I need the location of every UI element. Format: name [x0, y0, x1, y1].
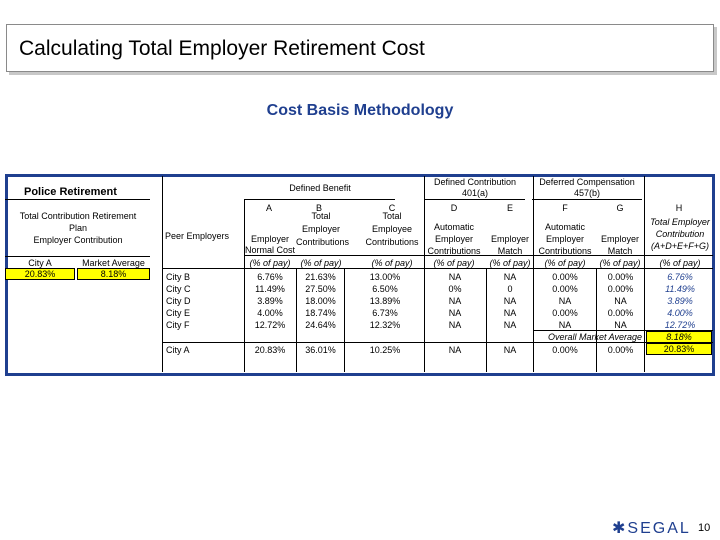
peer-employers-label: Peer Employers [165, 231, 230, 241]
unit-h: (% of pay) [659, 258, 701, 268]
cell-e: NA [503, 296, 517, 306]
header-f-line3: Contributions [538, 246, 592, 256]
cell-f: 0.00% [552, 308, 578, 318]
cell-a: 6.76% [257, 272, 283, 282]
unit-g: (% of pay) [599, 258, 641, 268]
cell-f: 0.00% [552, 345, 578, 355]
header-g-line2: Match [607, 246, 633, 256]
unit-a: (% of pay) [249, 258, 291, 268]
cell-b: 18.00% [305, 296, 336, 306]
cell-b: 21.63% [305, 272, 336, 282]
divider [5, 199, 150, 200]
asterisk-icon: ✱ [612, 520, 628, 537]
unit-f: (% of pay) [544, 258, 586, 268]
col-letter-g: G [616, 203, 624, 213]
header-d-line1: Automatic [433, 222, 475, 232]
cell-c: 13.89% [369, 296, 401, 306]
divider [245, 199, 395, 200]
cell-h: 6.76% [667, 272, 693, 282]
group-defined-benefit: Defined Benefit [289, 183, 351, 193]
cell-e: NA [503, 272, 517, 282]
header-b-line1: Total [311, 211, 331, 221]
header-h-line3: (A+D+E+F+G) [650, 241, 710, 251]
cell-a: 20.83% [254, 345, 286, 355]
group-457b: 457(b) [573, 188, 600, 198]
col-letter-b: B [315, 203, 322, 213]
cell-f: 0.00% [552, 284, 578, 294]
page-number: 10 [698, 522, 711, 534]
header-e-line1: Employer [490, 234, 529, 244]
cell-b: 36.01% [305, 345, 336, 355]
header-d-line3: Contributions [427, 246, 481, 256]
market-average-value: 8.18% [77, 268, 150, 280]
header-f-line2: Employer [545, 234, 584, 244]
cell-g: NA [614, 296, 627, 306]
header-g-line1: Employer [600, 234, 639, 244]
cell-g: NA [614, 320, 627, 330]
cell-f: NA [558, 320, 572, 330]
col-letter-e: E [506, 203, 513, 213]
unit-c: (% of pay) [371, 258, 413, 268]
cell-b: 27.50% [305, 284, 336, 294]
divider [245, 255, 713, 256]
row-city: City D [166, 296, 191, 306]
header-h-line2: Contribution [655, 229, 705, 239]
cell-h: 12.72% [664, 320, 696, 330]
city-a-total-cell: 20.83% [646, 343, 712, 355]
cell-a: 3.89% [257, 296, 283, 306]
left-desc-2: Plan [68, 223, 87, 233]
divider [532, 199, 642, 200]
col-letter-c: C [388, 203, 396, 213]
row-city: City C [166, 284, 191, 294]
cell-d: NA [448, 345, 462, 355]
col-letter-h: H [675, 203, 683, 213]
left-col-market-average: Market Average [82, 258, 145, 268]
city-a-total-value: 20.83% [5, 268, 75, 280]
cell-a: 11.49% [255, 284, 285, 294]
divider [5, 256, 150, 257]
group-defined-contribution: Defined Contribution [433, 177, 517, 187]
cell-d: NA [448, 296, 462, 306]
cell-e: 0 [507, 284, 513, 294]
header-c-line3: Contributions [365, 237, 419, 247]
cell-a: 12.72% [254, 320, 286, 330]
cell-g: 0.00% [607, 284, 634, 294]
overall-market-average-value: 8.18% [646, 331, 712, 343]
header-b-line3: Contributions [296, 237, 350, 247]
cell-b: 24.64% [305, 320, 336, 330]
cell-c: 12.32% [369, 320, 401, 330]
cell-c: 13.00% [369, 272, 401, 282]
header-a-line1: Employer [250, 234, 289, 244]
row-city: City E [166, 308, 191, 318]
row-city: City B [166, 272, 191, 282]
header-e-line2: Match [497, 246, 523, 256]
col-letter-a: A [265, 203, 272, 213]
col-letter-d: D [450, 203, 458, 213]
divider [425, 199, 525, 200]
cell-a: 4.00% [257, 308, 283, 318]
title-box [6, 24, 714, 72]
cell-c: 10.25% [369, 345, 401, 355]
header-c-line2: Employee [371, 224, 413, 234]
cell-f: NA [558, 296, 572, 306]
row-city: City A [166, 345, 190, 355]
segal-logo [612, 518, 691, 538]
page-title: Calculating Total Employer Retirement Cost [19, 37, 425, 60]
row-city: City F [166, 320, 190, 330]
police-retirement-heading: Police Retirement [24, 186, 117, 198]
left-desc-1: Total Contribution Retirement [19, 211, 137, 221]
col-letter-f: F [562, 203, 568, 213]
unit-d: (% of pay) [433, 258, 475, 268]
left-col-city-a: City A [28, 258, 52, 268]
cell-e: NA [503, 320, 517, 330]
header-b-line2: Employer [301, 224, 340, 234]
header-h-line1: Total Employer [650, 217, 710, 227]
cell-f: 0.00% [552, 272, 578, 282]
header-f-line1: Automatic [544, 222, 586, 232]
cell-h: 11.49% [665, 284, 695, 294]
overall-market-average-label: Overall Market Average [547, 332, 642, 342]
header-d-line2: Employer [434, 234, 473, 244]
cell-d: NA [448, 320, 462, 330]
left-desc-3: Employer Contribution [33, 235, 123, 245]
cell-c: 6.73% [372, 308, 398, 318]
divider [162, 342, 713, 343]
cell-d: NA [448, 272, 462, 282]
cell-d: NA [448, 308, 462, 318]
header-a-line2: Normal Cost [245, 245, 296, 255]
logo-text: SEGAL [627, 520, 691, 537]
cell-g: 0.00% [607, 345, 634, 355]
subtitle: Cost Basis Methodology [266, 102, 454, 119]
group-401a: 401(a) [461, 188, 488, 198]
cell-h: 3.89% [667, 296, 693, 306]
cell-d: 0% [448, 284, 462, 294]
cell-e: NA [503, 308, 517, 318]
unit-e: (% of pay) [489, 258, 531, 268]
unit-b: (% of pay) [300, 258, 342, 268]
cell-h: 4.00% [667, 308, 693, 318]
cell-e: NA [503, 345, 517, 355]
cell-g: 0.00% [607, 272, 634, 282]
cell-b: 18.74% [305, 308, 336, 318]
cell-c: 6.50% [372, 284, 398, 294]
cell-g: 0.00% [607, 308, 634, 318]
header-c-line1: Total [382, 211, 402, 221]
group-deferred-compensation: Deferred Compensation [539, 177, 635, 187]
